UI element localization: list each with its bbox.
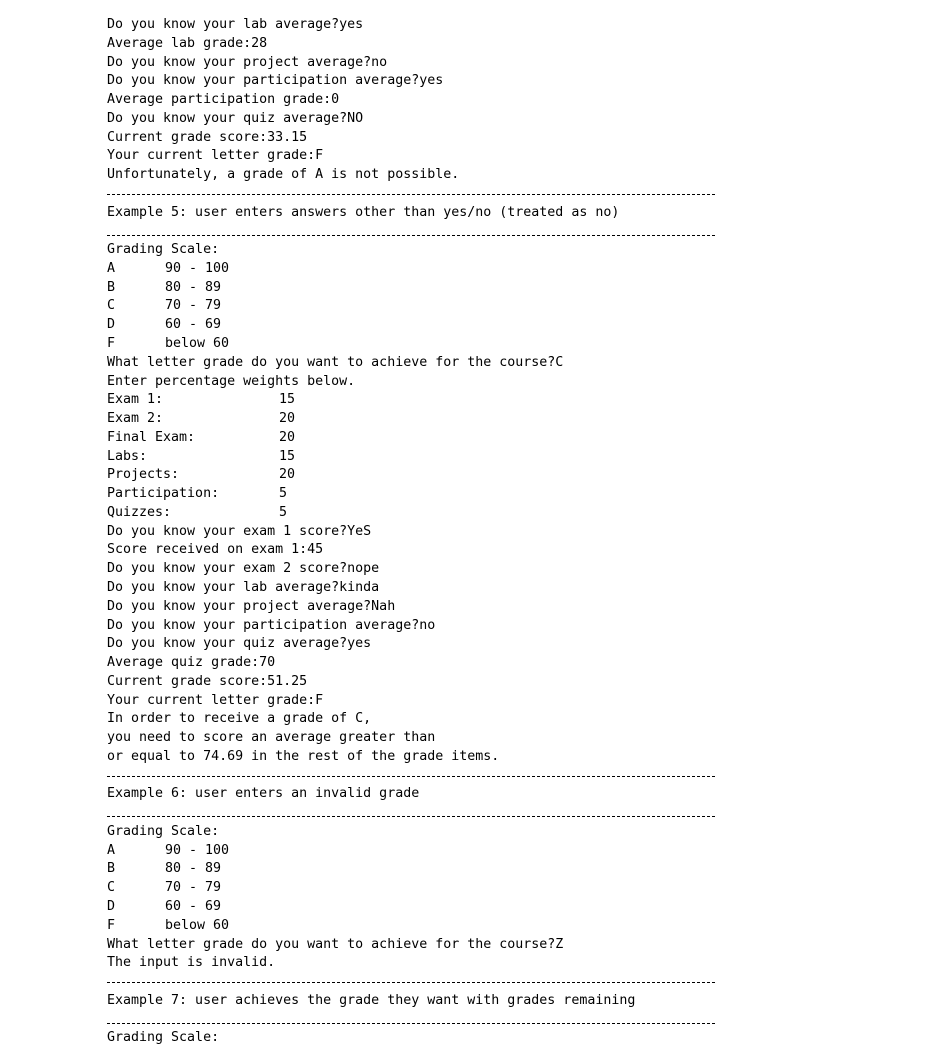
grade-letter: D <box>107 898 116 914</box>
result-message: or equal to 74.69 in the rest of the grade items. <box>107 748 500 764</box>
weight-label: Final Exam: <box>107 429 196 445</box>
weight-row <box>107 466 727 485</box>
lab-average-question: Do you know your lab average?yes <box>107 17 364 32</box>
console-transcript <box>107 16 727 1048</box>
grading-scale-row <box>107 898 727 917</box>
project-average-question: Do you know your project average?Nah <box>107 598 396 614</box>
grade-range: 60 - 69 <box>165 317 222 333</box>
quiz-average-answer: Average quiz grade:70 <box>107 655 276 671</box>
grading-scale-row <box>107 860 727 879</box>
weight-label: Quizzes: <box>107 504 172 520</box>
grade-letter: F <box>107 917 116 933</box>
weight-row <box>107 429 727 448</box>
participation-average-question: Do you know your participation average?yes <box>107 73 444 89</box>
result-message: you need to score an average greater than <box>107 730 436 746</box>
project-average-question: Do you know your project average?no <box>107 54 388 70</box>
weight-row <box>107 391 727 410</box>
weight-label: Labs: <box>107 448 148 464</box>
target-grade-question: What letter grade do you want to achieve for the course?Z <box>107 936 564 952</box>
example5-section <box>107 241 727 766</box>
grade-range: 80 - 89 <box>165 279 222 295</box>
weight-label: Exam 1: <box>107 392 164 408</box>
weight-value: 5 <box>279 504 288 520</box>
weight-value: 20 <box>279 411 296 427</box>
grade-letter: A <box>107 842 116 858</box>
separator <box>107 185 727 204</box>
current-letter-grade: Your current letter grade:F <box>107 148 324 164</box>
grade-range: below 60 <box>165 917 230 933</box>
grading-scale-row <box>107 279 727 298</box>
current-grade-score: Current grade score:51.25 <box>107 673 308 689</box>
invalid-input-message: The input is invalid. <box>107 955 276 971</box>
grade-range: 60 - 69 <box>165 898 222 914</box>
current-letter-grade: Your current letter grade:F <box>107 692 324 708</box>
weight-label: Participation: <box>107 486 220 502</box>
grading-scale-row <box>107 260 727 279</box>
weight-value: 20 <box>279 429 296 445</box>
weight-value: 5 <box>279 486 288 502</box>
weights-prompt: Enter percentage weights below. <box>107 373 356 389</box>
grade-range: 70 - 79 <box>165 298 222 314</box>
participation-average-answer: Average participation grade:0 <box>107 92 340 108</box>
result-message: Unfortunately, a grade of A is not possible. <box>107 167 460 183</box>
result-message: In order to receive a grade of C, <box>107 711 372 727</box>
example5-title: Example 5: user enters answers other than yes/no (treated as no) <box>107 204 620 220</box>
grading-scale-row <box>107 297 727 316</box>
weight-row <box>107 485 727 504</box>
grade-letter: C <box>107 880 116 896</box>
grade-range: 90 - 100 <box>165 842 230 858</box>
separator <box>107 222 727 241</box>
grading-scale-row <box>107 917 727 936</box>
grading-scale-row <box>107 879 727 898</box>
example7-section <box>107 1029 727 1048</box>
example6-section <box>107 823 727 973</box>
grade-letter: A <box>107 260 116 276</box>
weight-row <box>107 504 727 523</box>
quiz-average-question: Do you know your quiz average?NO <box>107 110 364 126</box>
participation-average-question: Do you know your participation average?no <box>107 617 436 633</box>
weight-label: Exam 2: <box>107 411 164 427</box>
grading-scale-row <box>107 842 727 861</box>
current-grade-score: Current grade score:33.15 <box>107 129 308 145</box>
grade-letter: F <box>107 336 116 352</box>
weight-label: Projects: <box>107 467 180 483</box>
example6-title: Example 6: user enters an invalid grade <box>107 786 420 802</box>
weight-value: 20 <box>279 467 296 483</box>
weight-row <box>107 410 727 429</box>
exam1-score: Score received on exam 1:45 <box>107 542 324 558</box>
quiz-average-question: Do you know your quiz average?yes <box>107 636 372 652</box>
weight-value: 15 <box>279 392 296 408</box>
example7-title: Example 7: user achieves the grade they want with grades remaining <box>107 992 636 1008</box>
grade-letter: B <box>107 279 116 295</box>
lab-average-answer: Average lab grade:28 <box>107 35 268 51</box>
grade-letter: B <box>107 861 116 877</box>
grade-letter: D <box>107 317 116 333</box>
grading-scale-title: Grading Scale: <box>107 1030 220 1046</box>
grading-scale-row <box>107 335 727 354</box>
grade-range: 90 - 100 <box>165 260 230 276</box>
separator <box>107 804 727 823</box>
separator <box>107 767 727 786</box>
separator <box>107 973 727 992</box>
lab-average-question: Do you know your lab average?kinda <box>107 579 380 595</box>
grading-scale-title: Grading Scale: <box>107 823 220 839</box>
grade-letter: C <box>107 298 116 314</box>
example4-output-tail <box>107 16 727 185</box>
grading-scale-title: Grading Scale: <box>107 242 220 258</box>
grade-range: 70 - 79 <box>165 880 222 896</box>
weight-value: 15 <box>279 448 296 464</box>
exam1-question: Do you know your exam 1 score?YeS <box>107 523 372 539</box>
grade-range: 80 - 89 <box>165 861 222 877</box>
target-grade-question: What letter grade do you want to achieve for the course?C <box>107 354 564 370</box>
exam2-question: Do you know your exam 2 score?nope <box>107 561 380 577</box>
separator <box>107 1011 727 1030</box>
weight-row <box>107 448 727 467</box>
grading-scale-row <box>107 316 727 335</box>
grade-range: below 60 <box>165 336 230 352</box>
